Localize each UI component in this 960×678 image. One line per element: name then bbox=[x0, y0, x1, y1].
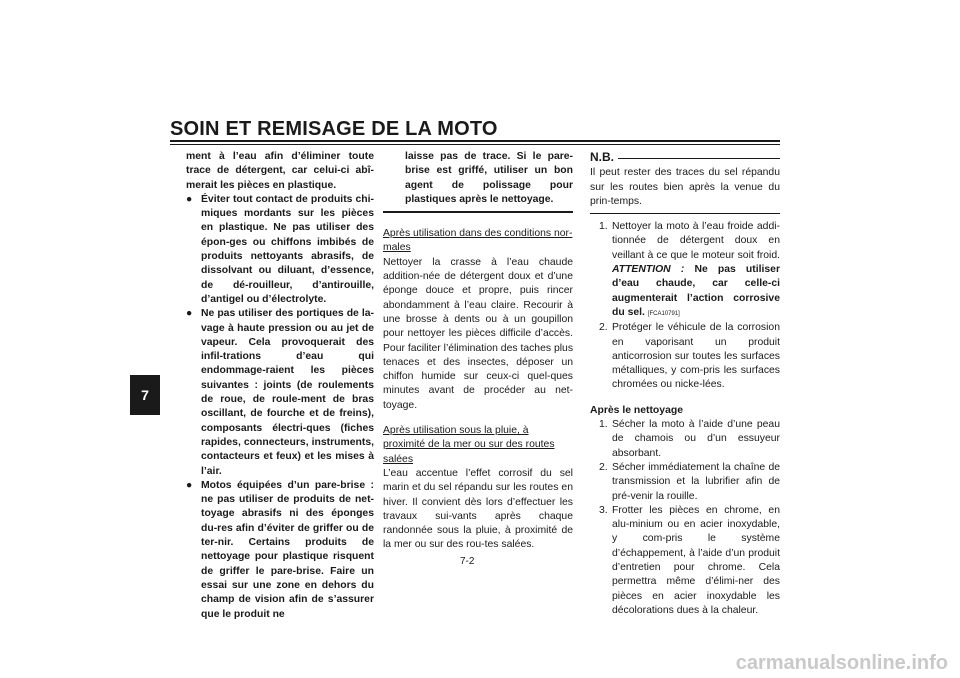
subheading-after-cleaning: Après le nettoyage bbox=[590, 404, 683, 416]
attention-code: [FCA10791] bbox=[647, 310, 680, 317]
note-label: N.B. bbox=[590, 150, 614, 164]
step-text: Nettoyer la moto à l’eau froide addi-tionnée de détergent doux en veillant à ce que le moteur soit froid. bbox=[612, 221, 780, 261]
note-header bbox=[590, 150, 780, 164]
bullet-text: Éviter tout contact de produits chi-miques mordants sur les pièces en plastique. Ne pas utiliser des épon-ges ou chiffons imbibés de produits nettoyants abrasifs, de dissolvant ou diluant, d’essence, de dé-rouilleur, d’antirouille, d’antigel ou d’électrolyte. bbox=[201, 193, 374, 305]
header-rule bbox=[170, 140, 780, 142]
bullet-item bbox=[186, 479, 374, 622]
step-item: 2. Protéger le véhicule de la corrosion en vaporisant un produit anticorrosion sur toutes les surfaces métalliques, y com-pris les surfaces chromées ou nicke-lées. bbox=[599, 322, 780, 391]
note-rule bbox=[618, 158, 780, 159]
chapter-tab: 7 bbox=[130, 375, 160, 415]
attention-label: ATTENTION : bbox=[612, 264, 685, 276]
page-title: SOIN ET REMISAGE DE LA MOTO bbox=[170, 118, 498, 140]
bullet-item bbox=[186, 193, 374, 307]
step-text: Sécher immédiatement la chaîne de transmission et la lubrifier afin de pré-venir la rouille. bbox=[612, 461, 780, 502]
bullet-item bbox=[186, 307, 374, 479]
column-left bbox=[186, 150, 374, 622]
bullet-icon: ● bbox=[186, 193, 193, 205]
bullet-icon: ● bbox=[186, 308, 193, 320]
page-number: 7-2 bbox=[460, 556, 475, 567]
section-heading-rain-sea: Après utilisation sous la pluie, à proximité de la mer ou sur des routes salées bbox=[383, 425, 555, 465]
section-heading-normal-use: Après utilisation dans des conditions nor-males bbox=[383, 228, 573, 254]
bullet-text: Motos équipées d’un pare-brise : ne pas utiliser de produits de net-toyage abrasifs ni des éponges du-res afin d’éviter de griffer ou de ter-nir. Certains produits de nettoyage pour plastique risquent de griffer le pare-brise. Faire un essai sur une zone en dehors du champ de vision afin de s’assurer que le produit ne bbox=[201, 479, 374, 620]
step-item: 1. Nettoyer la moto à l’eau froide addi-tionnée de détergent doux en veillant à ce que le moteur soit froid. ATTENTION : Ne pas utiliser d’eau chaude, car celle-ci augmenterait l’action corrosive du sel. [FCA10791] bbox=[599, 221, 781, 318]
caution-continuation: ment à l’eau afin d’éliminer toute trace de détergent, car celui-ci abî-merait les pièces en plastique. bbox=[186, 151, 374, 191]
step-item: 3. Frotter les pièces en chrome, en alu-minium ou en acier inoxydable, y com-pris le système d’échappement, à l’aide d’un produit d’entretien pour chrome. Cela permettra même d’élimi-ner des pièces en acier inoxydable les décolorations dues à la chaleur. bbox=[599, 504, 780, 616]
section-body-rain-sea: L’eau accentue l’effet corrosif du sel marin et du sel répandu sur les routes en hiver. Il convient dès lors d’effectuer les travaux sui-vants après chaque randonnée sous la pluie, à proximité de la mer ou sur des rou-tes salées. bbox=[383, 467, 573, 551]
step-item: 1. Sécher la moto à l’aide d’une peau de chamois ou d’un essuyeur absorbant. bbox=[599, 419, 780, 459]
step-text: Frotter les pièces en chrome, en alu-minium ou en acier inoxydable, y com-pris le système d’échappement, à l’aide d’un produit d’entretien pour chrome. Cela permettra même d’élimi-ner des pièces en acier inoxydable les décolorations dues à la chaleur. bbox=[612, 504, 780, 616]
note-end-rule bbox=[590, 213, 780, 214]
column-right bbox=[590, 150, 780, 618]
section-body-normal-use: Nettoyer la crasse à l’eau chaude addition-née de détergent doux et d’une éponge douce et propre, puis rincer abondamment à l’eau claire. Recourir à une brosse à dents ou à un goupillon pour nettoyer les pièces difficile d’accès. Pour faciliter l’élimination des taches plus tenaces et des insectes, déposer un chiffon humide sur ceux-ci quel-ques minutes avant de procéder au net-toyage. bbox=[383, 256, 574, 411]
note-text: Il peut rester des traces du sel répandu sur les routes bien après la venue du prin-temps. bbox=[590, 167, 780, 207]
column-middle bbox=[383, 150, 573, 553]
caution-continuation-2: laisse pas de trace. Si le pare-brise est griffé, utiliser un bon agent de polissage pour plastiques après le nettoyage. bbox=[405, 151, 573, 205]
step-text: Sécher la moto à l’aide d’une peau de chamois ou d’un essuyeur absorbant. bbox=[612, 419, 780, 459]
header-rule-thin bbox=[170, 144, 780, 145]
watermark-text: carmanualsonline.info bbox=[735, 652, 948, 674]
attention-text: Ne pas utiliser d’eau chaude, car celle-ci augmenterait l’action corrosive du sel. bbox=[612, 264, 781, 318]
step-item: 2. Sécher immédiatement la chaîne de transmission et la lubrifier afin de pré-venir la rouille. bbox=[599, 461, 780, 502]
bullet-text: Ne pas utiliser des portiques de la-vage à haute pression ou au jet de vapeur. Cela provoquerait des infil-trations d’eau qui endommage-raient les pièces suivantes : joints (de roulements de roue, de roule-ment de bras oscillant, de fourche et de freins), composants électri-ques (fiches rapides, connecteurs, instruments, contacteurs et feux) et les mises à l’air. bbox=[201, 308, 374, 477]
caution-end-rule bbox=[383, 211, 573, 213]
bullet-icon: ● bbox=[186, 479, 193, 491]
step-text: Protéger le véhicule de la corrosion en vaporisant un produit anticorrosion sur toutes les surfaces métalliques, y com-pris les surfaces chromées ou nicke-lées. bbox=[612, 322, 780, 391]
